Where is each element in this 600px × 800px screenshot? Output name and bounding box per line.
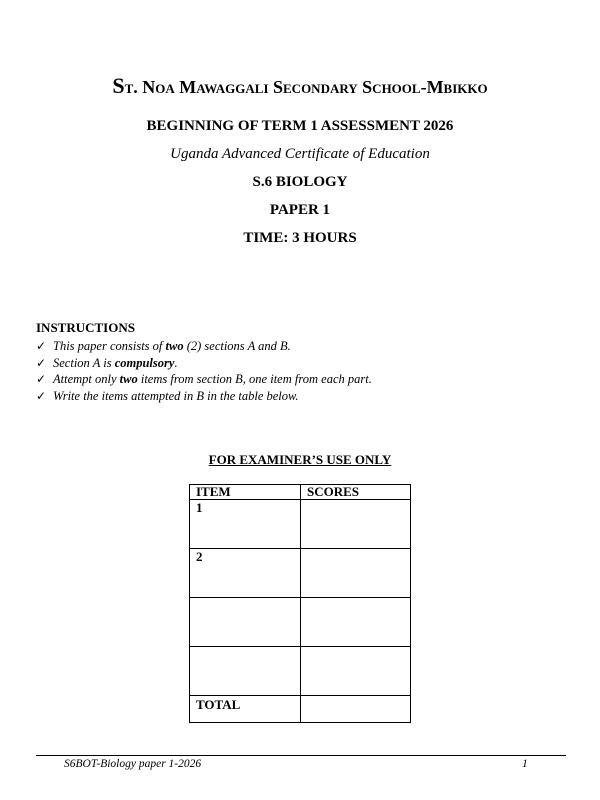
examiner-section-title: FOR EXAMINER’S USE ONLY [208, 452, 392, 467]
column-header-scores: SCORES [301, 485, 411, 500]
time-allowed: TIME: 3 HOURS [243, 230, 357, 246]
table-row [190, 549, 411, 598]
checkmark-icon: ✓ [36, 355, 47, 370]
instructions-title: INSTRUCTIONS [36, 320, 135, 335]
table-row [190, 598, 411, 647]
checkmark-icon: ✓ [36, 339, 47, 353]
table-total-row [190, 696, 411, 723]
instruction-text: This paper consists of [53, 339, 166, 353]
item-cell[interactable]: 1 [190, 500, 301, 549]
subject-title: S.6 BIOLOGY [252, 174, 348, 190]
paper-title: PAPER 1 [269, 202, 331, 218]
instruction-emphasis: compulsory [114, 355, 175, 370]
total-label: TOTAL [190, 696, 301, 723]
certificate-title: Uganda Advanced Certificate of Education [170, 146, 430, 162]
instruction-item [36, 388, 372, 405]
footer-paper-code: S6BOT-Biology paper 1-2026 [64, 758, 202, 770]
instructions-list [36, 338, 372, 404]
instruction-text: Attempt only [53, 372, 120, 386]
score-cell[interactable] [301, 598, 411, 647]
table-row [190, 647, 411, 696]
instruction-item [36, 371, 372, 388]
checkmark-icon: ✓ [36, 388, 47, 403]
school-name [0, 73, 600, 99]
instruction-text: (2) sections A and B. [183, 339, 291, 353]
table-row [190, 500, 411, 549]
school-name-initial: S [112, 73, 125, 98]
table-header-row [190, 485, 411, 500]
item-cell[interactable] [190, 598, 301, 647]
footer-divider [36, 755, 566, 756]
examiner-score-table [189, 484, 411, 723]
instruction-item [36, 355, 372, 372]
instruction-text: items from section B, one item from each part. [137, 372, 372, 386]
score-cell[interactable] [301, 549, 411, 598]
score-cell[interactable] [301, 500, 411, 549]
instruction-emphasis: two [165, 339, 184, 353]
total-score-cell[interactable] [301, 696, 411, 723]
item-cell[interactable]: 2 [190, 549, 301, 598]
instruction-text: Section A is [53, 355, 115, 370]
instruction-text: . [174, 355, 178, 370]
assessment-title: BEGINNING OF TERM 1 ASSESSMENT 2026 [146, 118, 454, 134]
item-cell[interactable] [190, 647, 301, 696]
instruction-text: Write the items attempted in B in the table below. [53, 388, 299, 403]
column-header-item: ITEM [190, 485, 301, 500]
page-number: 1 [522, 758, 528, 770]
instruction-item [36, 338, 372, 355]
checkmark-icon: ✓ [36, 372, 47, 386]
school-name-rest: t. Noa Mawaggali Secondary School-Mbikko [124, 77, 488, 97]
instruction-emphasis: two [119, 372, 138, 386]
score-cell[interactable] [301, 647, 411, 696]
